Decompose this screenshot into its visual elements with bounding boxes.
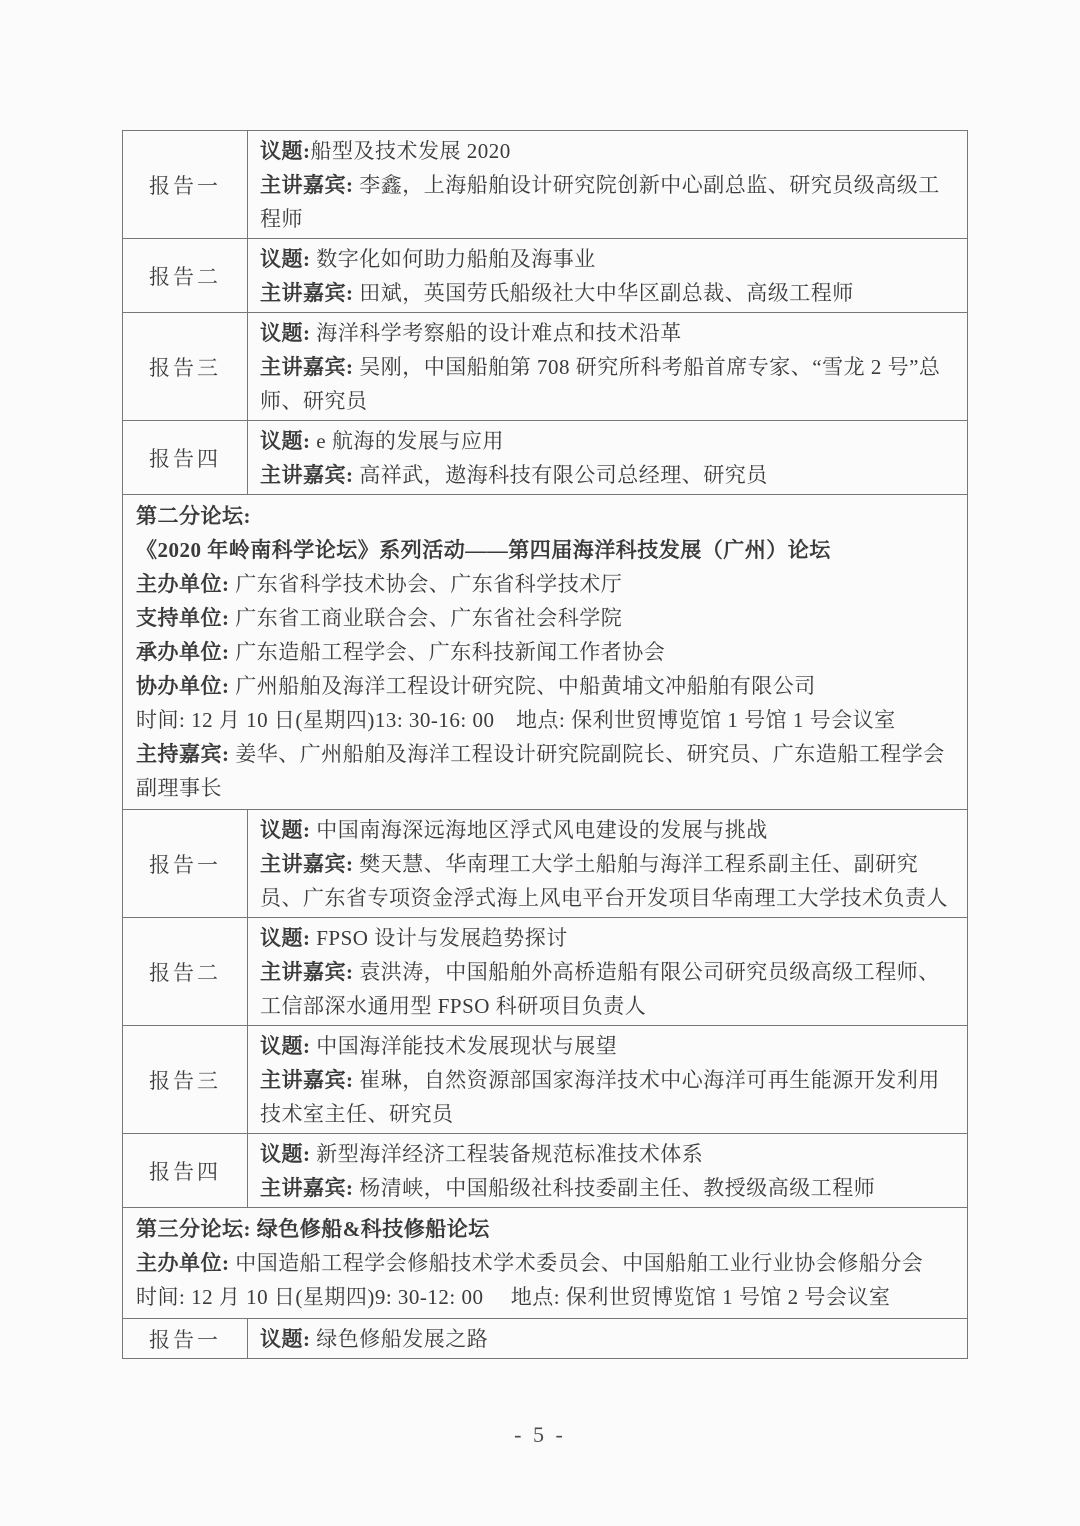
report-label: 报告二 xyxy=(149,960,221,985)
report-row xyxy=(123,1318,967,1358)
report-label-cell xyxy=(123,1319,248,1358)
topic-text: FPSO 设计与发展趋势探讨 xyxy=(310,926,568,950)
topic-label: 议题: xyxy=(260,321,311,345)
report-content-cell xyxy=(248,421,967,494)
page-number: - 5 - xyxy=(514,1422,566,1447)
reports-block-forum3 xyxy=(123,1318,967,1358)
topic-label: 议题: xyxy=(260,247,311,271)
report-label-cell xyxy=(123,239,248,312)
report-content-cell xyxy=(248,131,967,238)
speaker-text: 吴刚，中国船舶第 708 研究所科考船首席专家、“雪龙 2 号”总师、研究员 xyxy=(260,355,941,413)
speaker-line xyxy=(260,350,959,418)
speaker-text: 杨清峡，中国船级社科技委副主任、教授级高级工程师 xyxy=(353,1176,876,1200)
topic-text: 船型及技术发展 2020 xyxy=(310,139,511,163)
topic-text: e 航海的发展与应用 xyxy=(310,429,504,453)
speaker-label: 主讲嘉宾: xyxy=(260,463,354,487)
topic-label: 议题: xyxy=(260,1034,311,1058)
topic-text: 新型海洋经济工程装备规范标准技术体系 xyxy=(310,1142,704,1166)
topic-text: 中国南海深远海地区浮式风电建设的发展与挑战 xyxy=(310,818,768,842)
coorg-label: 协办单位: xyxy=(136,674,230,698)
report-label: 报告一 xyxy=(149,1327,221,1352)
topic-line xyxy=(260,921,959,955)
report-row xyxy=(123,809,967,917)
report-label-cell xyxy=(123,313,248,420)
report-label: 报告三 xyxy=(149,1068,221,1093)
reports-block-forum1 xyxy=(123,131,967,494)
host-org-text: 中国造船工程学会修船技术学术委员会、中国船舶工业行业协会修船分会 xyxy=(229,1251,924,1275)
topic-label: 议题: xyxy=(260,818,311,842)
report-label: 报告一 xyxy=(149,173,221,198)
topic-text: 中国海洋能技术发展现状与展望 xyxy=(310,1034,618,1058)
speaker-line xyxy=(260,458,959,492)
topic-text: 海洋科学考察船的设计难点和技术沿革 xyxy=(310,321,682,345)
topic-label: 议题: xyxy=(260,1327,311,1351)
speaker-line xyxy=(260,1063,959,1131)
speaker-text: 田斌，英国劳氏船级社大中华区副总裁、高级工程师 xyxy=(353,281,854,305)
report-label-cell xyxy=(123,810,248,917)
topic-text: 数字化如何助力船舶及海事业 xyxy=(310,247,596,271)
report-label: 报告四 xyxy=(149,1159,221,1184)
report-label-cell xyxy=(123,1026,248,1133)
forum2-moderator xyxy=(136,737,957,805)
speaker-line xyxy=(260,955,959,1023)
report-label: 报告二 xyxy=(149,264,221,289)
forum3-time-place xyxy=(136,1280,957,1314)
coorg-text: 广州船舶及海洋工程设计研究院、中船黄埔文冲船舶有限公司 xyxy=(229,674,816,698)
report-row xyxy=(123,131,967,238)
speaker-line xyxy=(260,847,959,915)
topic-label: 议题: xyxy=(260,1142,311,1166)
topic-line xyxy=(260,1029,959,1063)
topic-text: 绿色修船发展之路 xyxy=(310,1327,489,1351)
speaker-label: 主讲嘉宾: xyxy=(260,281,354,305)
report-row xyxy=(123,238,967,312)
moderator-label: 主持嘉宾: xyxy=(136,742,230,766)
forum3-title xyxy=(136,1212,957,1246)
speaker-text: 樊天慧、华南理工大学土船舶与海洋工程系副主任、副研究员、广东省专项资金浮式海上风电平台开发项目华南理工大学技术负责人 xyxy=(260,852,948,910)
topic-line xyxy=(260,424,959,458)
speaker-line xyxy=(260,276,959,310)
support-org-text: 广东省工商业联合会、广东省社会科学院 xyxy=(229,606,623,630)
speaker-label: 主讲嘉宾: xyxy=(260,173,354,197)
report-label: 报告一 xyxy=(149,852,221,877)
speaker-text: 李鑫，上海船舶设计研究院创新中心副总监、研究员级高级工程师 xyxy=(260,173,940,231)
host-org-label: 主办单位: xyxy=(136,1251,230,1275)
speaker-text: 袁洪涛，中国船舶外高桥造船有限公司研究员级高级工程师、工信部深水通用型 FPSO 科研项目负责人 xyxy=(260,960,940,1018)
report-row xyxy=(123,1133,967,1207)
forum2-host-org xyxy=(136,567,957,601)
speaker-text: 崔琳，自然资源部国家海洋技术中心海洋可再生能源开发利用技术室主任、研究员 xyxy=(260,1068,940,1126)
speaker-label: 主讲嘉宾: xyxy=(260,1068,354,1092)
report-content-cell xyxy=(248,1319,967,1358)
forum3-title-text: 第三分论坛: 绿色修船&科技修船论坛 xyxy=(136,1217,490,1241)
report-label-cell xyxy=(123,918,248,1025)
speaker-text: 高祥武，遨海科技有限公司总经理、研究员 xyxy=(353,463,768,487)
forum2-time-place xyxy=(136,703,957,737)
report-content-cell xyxy=(248,313,967,420)
topic-label: 议题: xyxy=(260,139,311,163)
speaker-line xyxy=(260,168,959,236)
forum2-coorg xyxy=(136,669,957,703)
report-content-cell xyxy=(248,1026,967,1133)
host-org-label: 主办单位: xyxy=(136,572,230,596)
forum2-undertake-org xyxy=(136,635,957,669)
undertake-org-label: 承办单位: xyxy=(136,640,230,664)
forum2-section-header xyxy=(123,494,967,809)
forum2-subtitle xyxy=(136,533,957,567)
report-label: 报告四 xyxy=(149,446,221,471)
forum2-support-org xyxy=(136,601,957,635)
report-content-cell xyxy=(248,918,967,1025)
topic-line xyxy=(260,242,959,276)
report-label-cell xyxy=(123,1134,248,1207)
speaker-label: 主讲嘉宾: xyxy=(260,1176,354,1200)
report-content-cell xyxy=(248,810,967,917)
topic-label: 议题: xyxy=(260,429,311,453)
report-row xyxy=(123,420,967,494)
report-label-cell xyxy=(123,131,248,238)
time-place-text: 时间: 12 月 10 日(星期四)9: 30-12: 00 地点: 保利世贸博览馆 1 号馆 2 号会议室 xyxy=(136,1285,891,1309)
topic-line xyxy=(260,813,959,847)
speaker-label: 主讲嘉宾: xyxy=(260,852,354,876)
topic-label: 议题: xyxy=(260,926,311,950)
forum2-title xyxy=(136,499,957,533)
report-label: 报告三 xyxy=(149,355,221,380)
report-row xyxy=(123,1025,967,1133)
speaker-label: 主讲嘉宾: xyxy=(260,355,354,379)
time-place-text: 时间: 12 月 10 日(星期四)13: 30-16: 00 地点: 保利世贸博览馆 1 号馆 1 号会议室 xyxy=(136,708,896,732)
forum2-subtitle-text: 《2020 年岭南科学论坛》系列活动——第四届海洋科技发展（广州）论坛 xyxy=(136,538,831,562)
topic-line xyxy=(260,1137,959,1171)
report-label-cell xyxy=(123,421,248,494)
agenda-table xyxy=(122,130,968,1359)
speaker-line xyxy=(260,1171,959,1205)
report-row xyxy=(123,312,967,420)
support-org-label: 支持单位: xyxy=(136,606,230,630)
moderator-text: 姜华、广州船舶及海洋工程设计研究院副院长、研究员、广东造船工程学会副理事长 xyxy=(136,742,945,800)
undertake-org-text: 广东造船工程学会、广东科技新闻工作者协会 xyxy=(229,640,666,664)
forum3-host-org xyxy=(136,1246,957,1280)
report-content-cell xyxy=(248,1134,967,1207)
reports-block-forum2 xyxy=(123,809,967,1207)
speaker-label: 主讲嘉宾: xyxy=(260,960,354,984)
host-org-text: 广东省科学技术协会、广东省科学技术厅 xyxy=(229,572,623,596)
topic-line xyxy=(260,1322,959,1356)
forum2-title-text: 第二分论坛: xyxy=(136,504,251,528)
report-row xyxy=(123,917,967,1025)
report-content-cell xyxy=(248,239,967,312)
topic-line xyxy=(260,134,959,168)
forum3-section-header xyxy=(123,1207,967,1318)
topic-line xyxy=(260,316,959,350)
